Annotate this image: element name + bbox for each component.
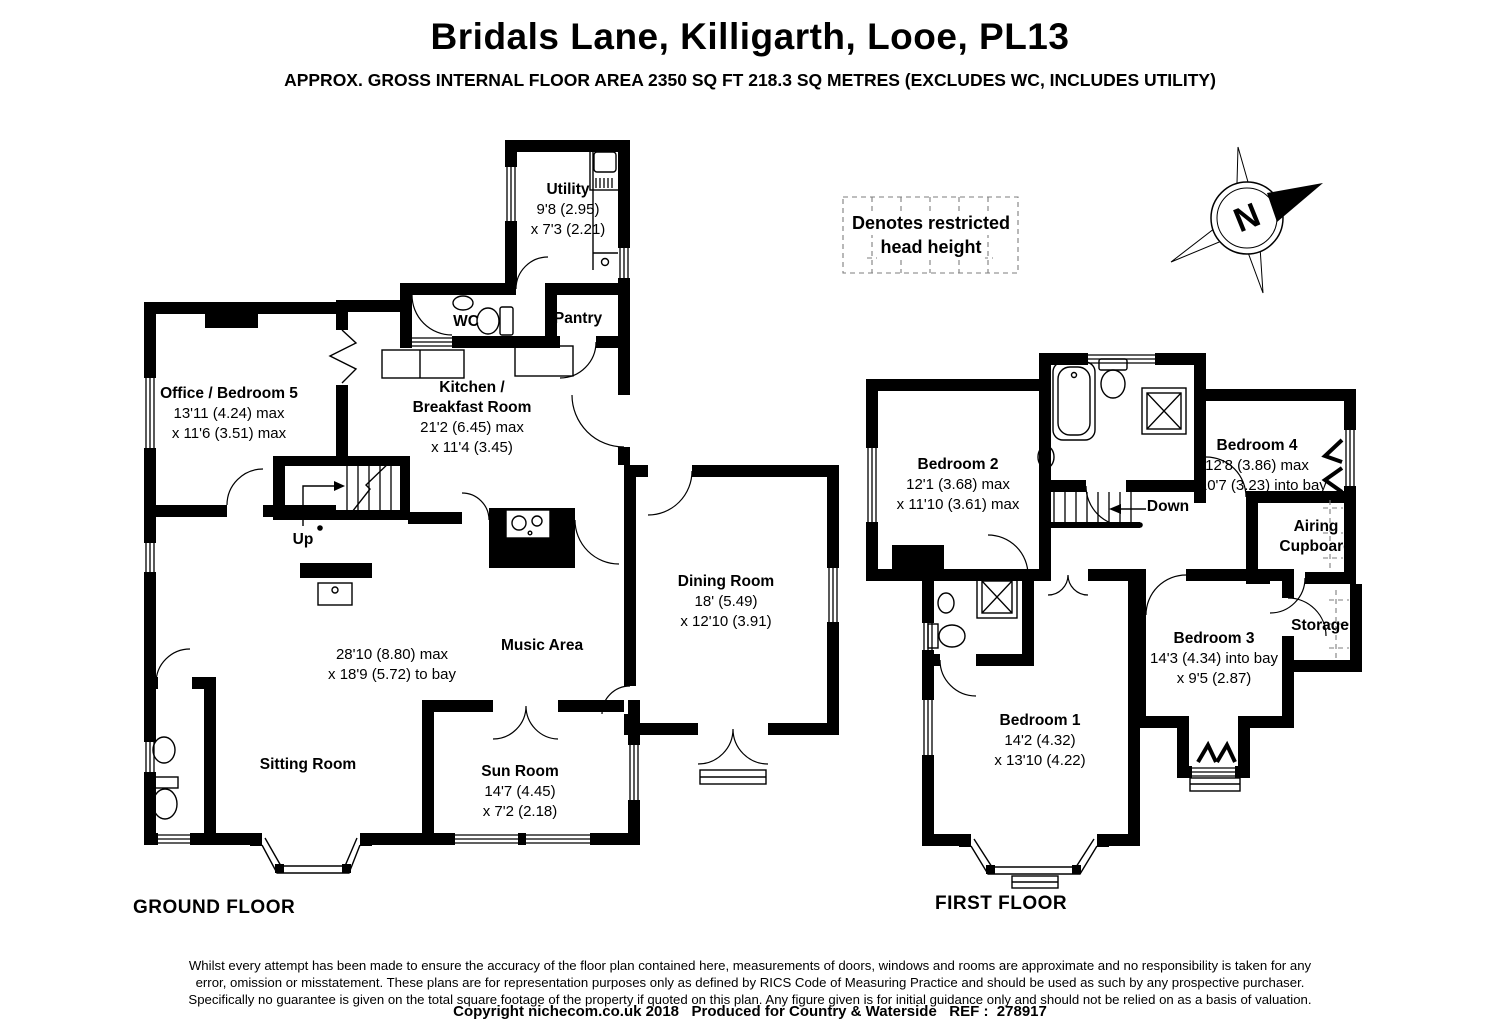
room-label-sitting-room: Sitting Room xyxy=(259,756,357,773)
copyright-line: Copyright nichecom.co.uk 2018 Produced for Country & Waterside REF : 278917 xyxy=(453,1003,1047,1020)
legend-restricted-head-height: Denotes restricted head height xyxy=(849,211,1013,259)
page-title: Bridals Lane, Killigarth, Looe, PL13 xyxy=(430,16,1070,57)
room-label-bedroom3: Bedroom 3 14'3 (4.34) into bay x 9'5 (2.87) xyxy=(1150,630,1278,687)
stairs-up-label: Up xyxy=(292,531,314,548)
disclaimer-line1: Whilst every attempt has been made to ensure the accuracy of the floor plan contained here, measurements of doors, windows and rooms are approximate and no responsibility is taken for any xyxy=(188,958,1312,973)
room-label-utility: Utility 9'8 (2.95) x 7'3 (2.21) xyxy=(530,181,606,238)
room-label-bedroom4: Bedroom 4 12'8 (3.86) max x 10'7 (3.23) into bay xyxy=(1187,437,1327,494)
restricted-height-marks xyxy=(843,197,1349,658)
ground-floor-door-arcs xyxy=(156,257,768,764)
room-label-music-area: Music Area xyxy=(500,637,584,654)
room-label-office-bedroom5: Office / Bedroom 5 13'11 (4.24) max x 11'6 (3.51) max xyxy=(160,385,298,442)
room-label-storage: Storage xyxy=(1291,617,1349,634)
room-label-pantry: Pantry xyxy=(553,310,603,327)
stairs-down-label: Down xyxy=(1146,498,1190,515)
room-label-bedroom2: Bedroom 2 12'1 (3.68) max x 11'10 (3.61) max xyxy=(896,456,1020,513)
room-label-wc: WC xyxy=(453,313,479,330)
room-label-airing-cupboard: Airing Cupboard xyxy=(1279,518,1353,555)
room-label-kitchen: Kitchen / Breakfast Room 21'2 (6.45) max x 11'4 (3.45) xyxy=(412,379,532,456)
room-label-sun-room: Sun Room 14'7 (4.45) x 7'2 (2.18) xyxy=(481,763,559,820)
first-floor-label: FIRST FLOOR xyxy=(935,893,1068,914)
ground-floor-label: GROUND FLOOR xyxy=(133,897,296,918)
room-label-dining-room: Dining Room 18' (5.49) x 12'10 (3.91) xyxy=(677,573,775,630)
first-floor-windows xyxy=(868,355,1354,888)
disclaimer-line2: error, omission or misstatement. These plans are for representation purposes only as defined by RICS Code of Measuring Practice and should be used as such by any prospective purchaser. xyxy=(195,975,1305,990)
ground-floor-fixtures xyxy=(150,146,766,819)
sitting-room-dimensions: 28'10 (8.80) max x 18'9 (5.72) to bay xyxy=(328,646,456,683)
first-floor-walls xyxy=(866,353,1362,847)
page-subtitle: APPROX. GROSS INTERNAL FLOOR AREA 2350 SQ FT 218.3 SQ METRES (EXCLUDES WC, INCLUDES UTILITY) xyxy=(284,70,1216,90)
disclaimer-line3: Specifically no guarantee is given on the total square footage of the property if quoted on this plan. Any figure given is for initial guidance only and should not be relied on as a basis of valuation. xyxy=(188,992,1312,1007)
compass-icon xyxy=(1171,147,1323,293)
compass-north-letter: N xyxy=(1228,195,1266,241)
room-label-bedroom1: Bedroom 1 14'2 (4.32) x 13'10 (4.22) xyxy=(994,712,1086,769)
